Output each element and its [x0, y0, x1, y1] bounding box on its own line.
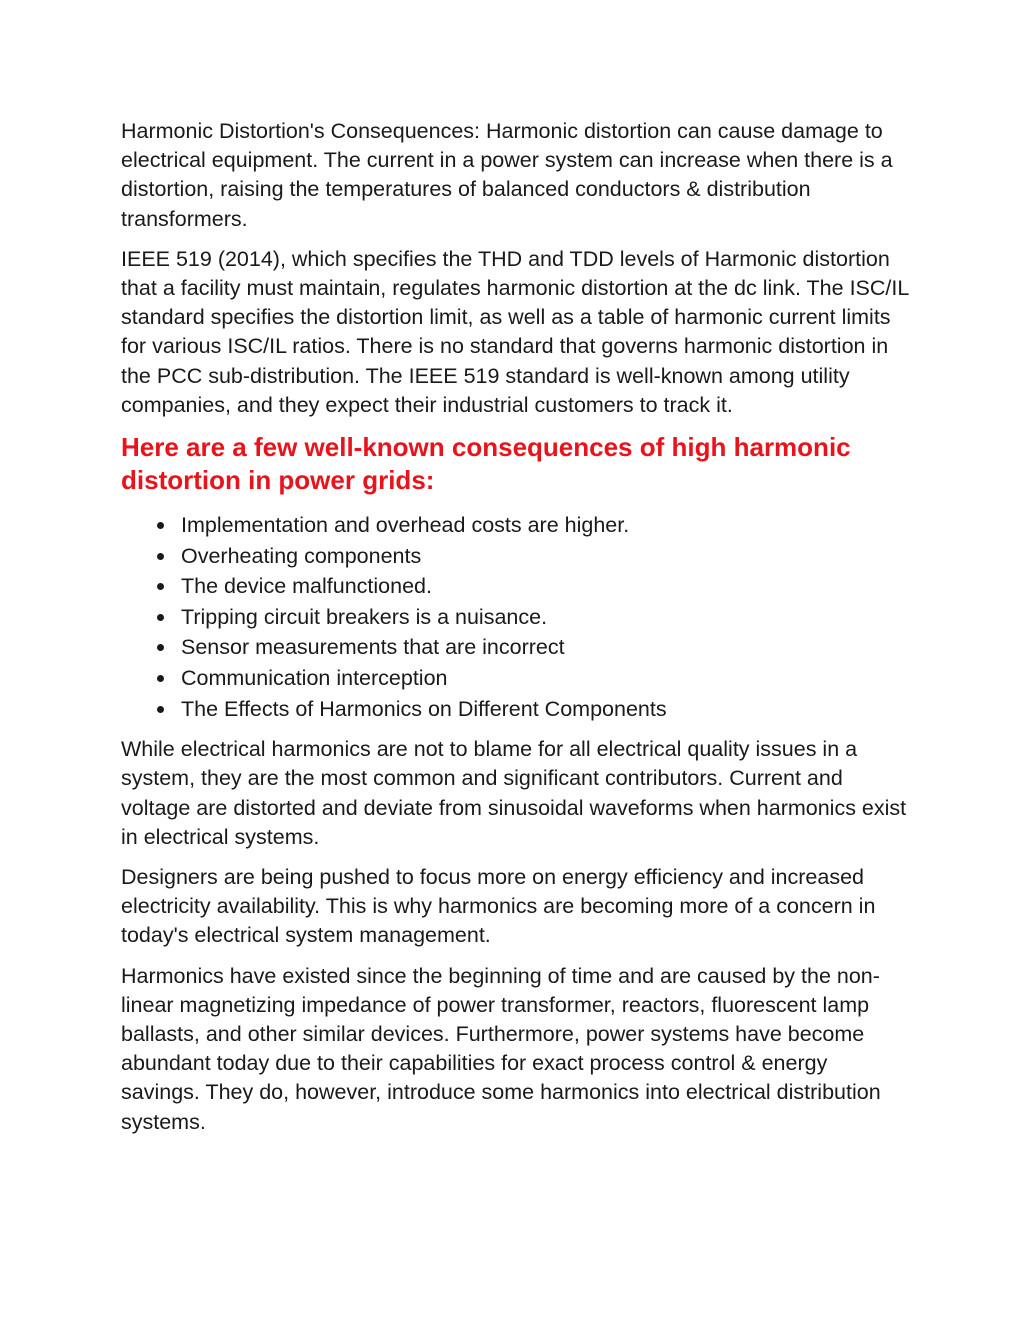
list-item — [121, 541, 911, 572]
list-item-text: The Effects of Harmonics on Different Components — [181, 696, 667, 721]
bullet-icon — [157, 644, 164, 651]
paragraph-energy-efficiency: Designers are being pushed to focus more on energy efficiency and increased electricity availability. This is why harmonics are becoming more of a concern in today's electrical system management. — [121, 865, 876, 948]
list-item-text: Overheating components — [181, 543, 422, 568]
list-item — [121, 510, 911, 541]
list-item-text: Tripping circuit breakers is a nuisance. — [181, 604, 548, 629]
bullet-icon — [157, 706, 164, 713]
bullet-icon — [157, 553, 164, 560]
paragraph-harmonic-consequences: Harmonic Distortion's Consequences: Harmonic distortion can cause damage to electrical equipment. The current in a power system can increase when there is a distortion, raising the temperatures of balanced conductors & distribution transformers. — [121, 119, 893, 231]
paragraph-harmonics-origin: Harmonics have existed since the beginning of time and are caused by the non-linear magnetizing impedance of power transformer, reactors, fluorescent lamp ballasts, and other similar devices. Furthermore, power systems have become abundant today due to their capabilities for exact process control & energy savings. They do, however, introduce some harmonics into electrical distribution systems. — [121, 963, 881, 1134]
list-item — [121, 632, 911, 663]
bullet-icon — [157, 675, 164, 682]
section-heading: Here are a few well-known consequences of high harmonic distortion in power grids: — [121, 432, 851, 496]
list-item-text: Sensor measurements that are incorrect — [181, 635, 565, 660]
list-item — [121, 602, 911, 633]
list-item-text: Communication interception — [181, 666, 448, 690]
document-page — [121, 117, 911, 1148]
list-item — [121, 663, 911, 694]
bullet-icon — [157, 522, 164, 529]
list-item-text: The device malfunctioned. — [181, 574, 432, 599]
paragraph-ieee-519: IEEE 519 (2014), which specifies the THD and TDD levels of Harmonic distortion that a facility must maintain, regulates harmonic distortion at the dc link. The ISC/IL standard specifies the distortion limit, as well as a table of harmonic current limits for various ISC/IL ratios. There is no standard that governs harmonic distortion in the PCC sub-distribution. The IEEE 519 standard is well-known among utility companies, and they expect their industrial customers to track it. — [121, 246, 909, 417]
paragraph-harmonics-contributors: While electrical harmonics are not to blame for all electrical quality issues in a system, they are the most common and significant contributors. Current and voltage are distorted and deviate from sinusoidal waveforms when harmonics exist in electrical systems. — [121, 737, 907, 849]
list-item — [121, 694, 911, 725]
bullet-icon — [157, 583, 164, 590]
list-item-text: Implementation and overhead costs are higher. — [181, 513, 630, 538]
list-item — [121, 571, 911, 602]
bullet-icon — [157, 614, 164, 621]
consequences-list — [121, 510, 911, 724]
